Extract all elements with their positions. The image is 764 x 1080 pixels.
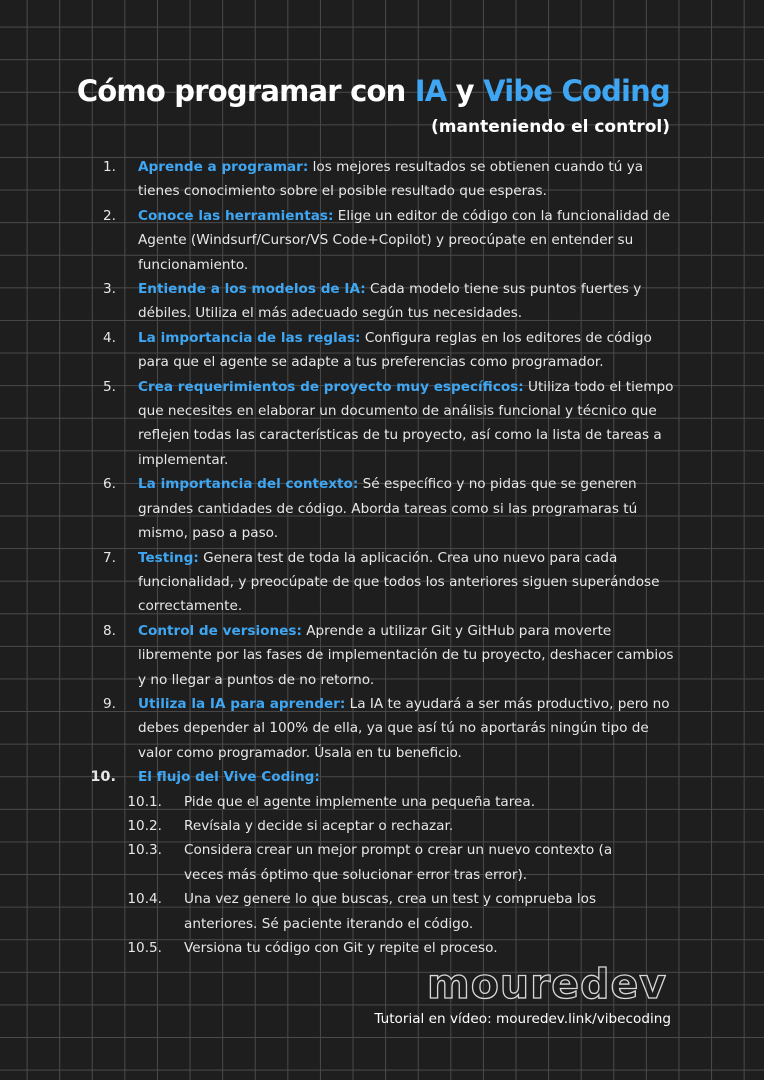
step-lead: Utiliza la IA para aprender: (138, 695, 346, 712)
substep-text: Versiona tu código con Git y repite el proceso. (184, 940, 498, 956)
step-text: Configura reglas en los editores de código para que el agente se adapte a tus preferencias como programador. (138, 329, 652, 371)
mouredev-logo: mouredev (427, 960, 667, 1008)
step-text: los mejores resultados se obtienen cuando tú ya tienes conocimiento sobre el posible resultado que esperas. (138, 159, 644, 200)
step-text: Utiliza todo el tiempo que necesites en elaborar un documento de análisis funcional y técnico que reflejen todas las características de tu proyecto, así como la lista de tareas a implementar. (138, 378, 674, 468)
title-part2: y (446, 74, 484, 108)
step-text: La IA te ayudará a ser más productivo, pero no debes depender al 100% de ella, ya que así tú no aportarás ningún tipo de valor como programador. Úsala en tu beneficio. (138, 695, 670, 761)
substep-text: Una vez genere lo que buscas, crea un test y comprueba los anteriores. Sé paciente iterando el código. (184, 891, 597, 932)
step-text: Sé específico y no pidas que se generen grandes cantidades de código. Aborda tareas como si las programaras tú mismo, paso a paso. (138, 476, 638, 542)
list-item (0, 326, 764, 375)
sub-list-item (0, 936, 764, 960)
steps-list (0, 155, 764, 960)
sub-list-item (0, 887, 764, 936)
step-number: 3. (103, 281, 116, 298)
list-item (0, 765, 764, 789)
sub-list-item (0, 814, 764, 838)
step-number: 1. (103, 159, 116, 175)
substep-number: 10.3. (127, 842, 162, 859)
subtitle: (manteniendo el control) (431, 117, 670, 137)
list-item (0, 204, 764, 277)
substep-text: Considera crear un mejor prompt o crear un nuevo contexto (a veces más óptimo que solucionar error tras error). (184, 842, 613, 883)
step-lead: Entiende a los modelos de IA: (138, 281, 366, 298)
list-item (0, 155, 764, 204)
step-number: 9. (103, 695, 116, 712)
title-highlight-vibe-coding: Vibe Coding (483, 74, 670, 108)
step-lead: La importancia del contexto: (138, 476, 359, 493)
step-text: Genera test de toda la aplicación. Crea uno nuevo para cada funcionalidad, y preocúpate de que todos los anteriores siguen superándose correctamente. (138, 549, 660, 615)
step-number: 7. (103, 549, 116, 566)
list-item (0, 472, 764, 545)
step-text: Cada modelo tiene sus puntos fuertes y débiles. Utiliza el más adecuado según tus necesidades. (138, 281, 642, 322)
step-text: Aprende a utilizar Git y GitHub para moverte libremente por las fases de implementación de tu proyecto, deshacer cambios y no llegar a puntos de no retorno. (138, 622, 674, 688)
substep-text: Revísala y decide si aceptar o rechazar. (184, 817, 454, 834)
sub-list-item (0, 790, 764, 814)
step-lead: Control de versiones: (138, 622, 302, 639)
substep-number: 10.4. (127, 891, 162, 908)
step-number: 10. (90, 769, 116, 786)
step-number: 5. (103, 378, 116, 395)
title-highlight-ia: IA (414, 74, 447, 108)
sub-list-item (0, 838, 764, 887)
list-item (0, 692, 764, 765)
tutorial-link-text: Tutorial en vídeo: mouredev.link/vibecoding (374, 1011, 671, 1027)
step-number: 6. (103, 476, 116, 493)
step-lead: Aprende a programar: (138, 159, 309, 175)
substep-number: 10.5. (127, 940, 162, 956)
step-number: 4. (103, 329, 116, 346)
step-number: 8. (103, 622, 116, 639)
substep-number: 10.2. (127, 817, 162, 834)
list-item (0, 277, 764, 326)
step-text: Elige un editor de código con la funcionalidad de Agente (Windsurf/Cursor/VS Code+Copilot) y preocúpate en entender su funcionamiento. (138, 207, 670, 273)
title-part1: Cómo programar con (76, 74, 415, 108)
step-lead: Conoce las herramientas: (138, 207, 334, 224)
page-title (77, 74, 670, 108)
list-item (0, 546, 764, 619)
step-lead: Testing: (138, 549, 199, 566)
step-lead: La importancia de las reglas: (138, 329, 361, 346)
list-item (0, 619, 764, 692)
step-lead: El flujo del Vive Coding: (138, 769, 320, 786)
list-item (0, 375, 764, 473)
step-lead: Crea requerimientos de proyecto muy específicos: (138, 378, 524, 395)
substep-text: Pide que el agente implemente una pequeña tarea. (184, 793, 536, 810)
substep-number: 10.1. (127, 793, 162, 810)
step-number: 2. (103, 207, 116, 224)
